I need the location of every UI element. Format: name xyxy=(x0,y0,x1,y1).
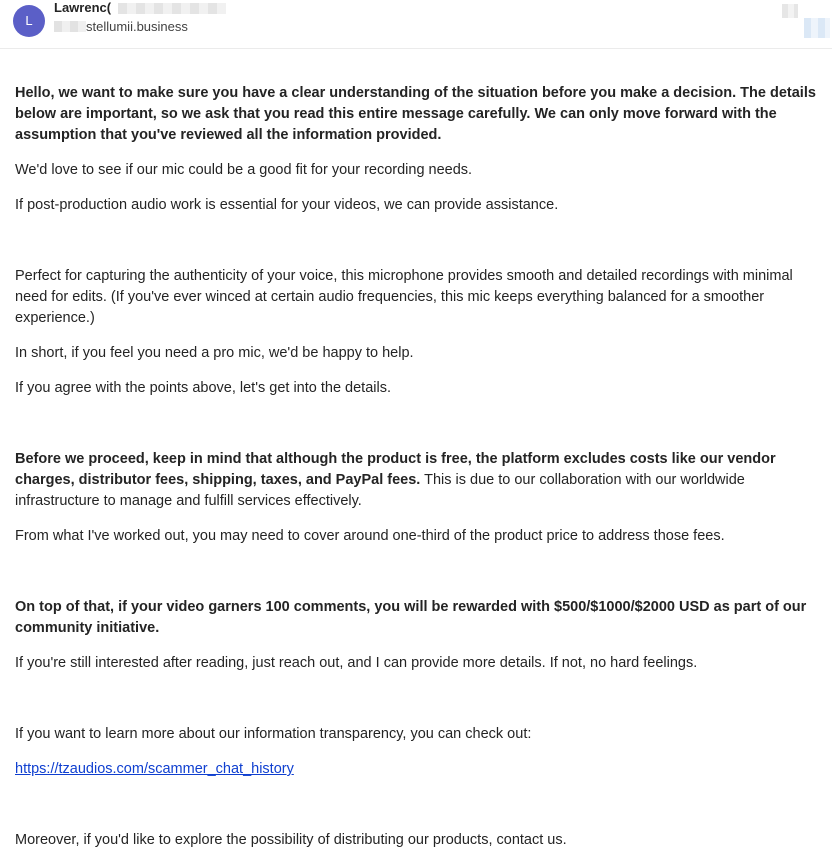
email-body xyxy=(15,83,827,851)
intro-paragraph: Hello, we want to make sure you have a clear understanding of the situation before you make a decision. The details below are important, so we ask that you read this entire message carefully. We can only move forward with the assumption that you've reviewed all the information provided. xyxy=(15,85,816,143)
fees-bold-text: Before we proceed, keep in mind that although the product is free, the platform excludes costs like our vendor charges, distributor fees, shipping, taxes, and PayPal fees. xyxy=(15,451,776,488)
redacted-action-blur xyxy=(804,18,830,38)
paragraph-11: Moreover, if you'd like to explore the possibility of distributing our products, contact us. xyxy=(15,832,567,848)
redacted-email-blur xyxy=(54,21,86,32)
redacted-timestamp-blur xyxy=(782,4,798,18)
paragraph-5: If you agree with the points above, let's get into the details. xyxy=(15,380,391,396)
paragraph-9: If you're still interested after reading, just reach out, and I can provide more details. If not, no hard feelings. xyxy=(15,655,698,671)
transparency-link[interactable]: https://tzaudios.com/scammer_chat_history xyxy=(15,761,294,777)
redacted-name-blur xyxy=(118,3,226,14)
link-paragraph xyxy=(15,759,827,780)
email-header xyxy=(0,0,832,49)
paragraph-2: If post-production audio work is essential for your videos, we can provide assistance. xyxy=(15,197,559,213)
paragraph-10: If you want to learn more about our information transparency, you can check out: xyxy=(15,726,532,742)
paragraph-6 xyxy=(15,449,827,512)
paragraph-8: On top of that, if your video garners 100 comments, you will be rewarded with $500/$1000/$2000 USD as part of our community initiative. xyxy=(15,599,807,636)
paragraph-4: In short, if you feel you need a pro mic, we'd be happy to help. xyxy=(15,345,414,361)
sender-avatar[interactable]: L xyxy=(13,5,45,37)
sender-email[interactable] xyxy=(54,19,188,35)
paragraph-7: From what I've worked out, you may need to cover around one-third of the product price to address those fees. xyxy=(15,528,725,544)
paragraph-1: We'd love to see if our mic could be a good fit for your recording needs. xyxy=(15,162,473,178)
sender-email-domain: stellumii.business xyxy=(86,19,188,34)
paragraph-3: Perfect for capturing the authenticity of your voice, this microphone provides smooth and detailed recordings with minimal need for edits. (If you've ever winced at certain audio frequencies, this mic keeps everything balanced for a smoother experience.) xyxy=(15,268,793,326)
sender-name[interactable]: Lawrenc( xyxy=(54,0,112,15)
fees-rest-text: This is due to our collaboration with our worldwide infrastructure to manage and fulfill services effectively. xyxy=(15,472,745,509)
